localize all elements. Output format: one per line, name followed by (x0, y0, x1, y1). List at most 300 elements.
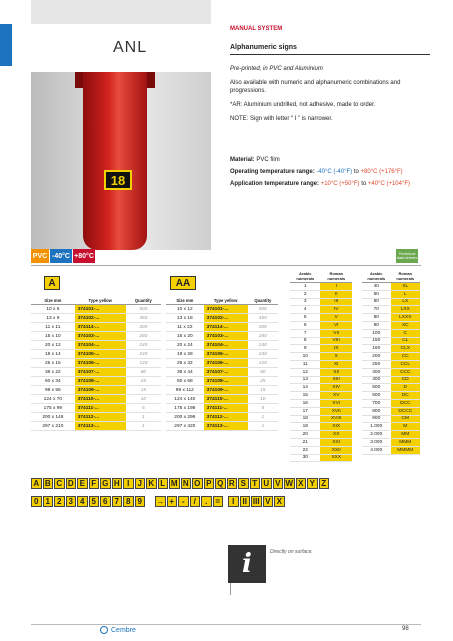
col-qty: Quantity (126, 297, 161, 305)
table-row (31, 404, 161, 413)
letter-a-sample: A (44, 276, 60, 290)
table-row (290, 384, 352, 392)
table-row (290, 345, 352, 353)
table-row (290, 392, 352, 400)
cell-type: 374112-... (204, 413, 248, 422)
digit-sign: 7 (112, 496, 123, 507)
cell-type: 374103-... (75, 332, 126, 341)
cell-roman: CM (391, 415, 420, 423)
table-row (166, 350, 278, 359)
app-temp-low: +10°C (+50°F) (320, 181, 360, 187)
cell-type: 374107-... (75, 368, 126, 377)
symbol-sign: + (167, 496, 178, 507)
cell-arabic: 16 (290, 399, 320, 407)
cell-roman: VIII (320, 337, 352, 345)
cell-size: 124 x 140 (166, 395, 204, 404)
application-note: Directly on surface. (270, 549, 313, 555)
roman-table-1 (290, 270, 352, 462)
cell-type: 374104-... (204, 341, 248, 350)
table-row (362, 314, 420, 322)
cell-arabic: 14 (290, 384, 320, 392)
table-row (166, 341, 278, 350)
cell-size: 20 x 24 (166, 341, 204, 350)
cell-roman: XIV (320, 384, 352, 392)
cell-roman: XXI (320, 438, 352, 446)
cell-type: 374104-... (75, 341, 126, 350)
cell-arabic: 80 (362, 314, 391, 322)
cell-arabic: 3 (290, 298, 320, 306)
cell-qty: 80 (248, 368, 278, 377)
cell-roman: CCC (391, 368, 420, 376)
cell-qty: 10 (126, 395, 161, 404)
cell-roman: MM (391, 431, 420, 439)
table-row (166, 323, 278, 332)
cell-roman: XL (391, 283, 420, 291)
table-row (362, 337, 420, 345)
cell-qty: 240 (248, 341, 278, 350)
symbol-sign: = (213, 496, 224, 507)
letter-aa-sample (170, 276, 196, 290)
cell-arabic: 20 (290, 431, 320, 439)
cell-roman: LX (391, 298, 420, 306)
cell-type: 374111-... (75, 404, 126, 413)
symbol-sign: . (201, 496, 212, 507)
ar-note: *AR: Aluminium undrilled, not adhesive, made to order. (230, 102, 376, 108)
table-row (31, 395, 161, 404)
footer-logo (100, 626, 136, 634)
symbol-signs (155, 496, 223, 507)
table-row (166, 404, 278, 413)
cell-size: 10 x 6 (31, 305, 75, 314)
divider (31, 265, 421, 266)
cell-arabic: 500 (362, 384, 391, 392)
op-temp-to: to (353, 169, 359, 175)
cell-type: 374105-... (75, 350, 126, 359)
cell-arabic: 3.000 (362, 438, 391, 446)
table-row (166, 377, 278, 386)
technical-sheet-icon[interactable]: Technical data sheets (396, 249, 418, 263)
letter-sign: P (204, 478, 215, 489)
product-subtitle: Pre-printed, in PVC and Aluminium (230, 66, 323, 72)
op-temp-label: Operating temperature range: (230, 169, 315, 175)
digit-sign: 5 (89, 496, 100, 507)
col-type: Type yellow (204, 297, 248, 305)
cell-type: 374109-... (204, 386, 248, 395)
cell-arabic: 4.000 (362, 446, 391, 454)
col-size: Size mm (166, 297, 204, 305)
cell-qty: 500 (126, 305, 161, 314)
material-label: Material: (230, 157, 255, 163)
cell-arabic: 60 (362, 298, 391, 306)
letter-sign: W (285, 479, 294, 488)
op-temp-high: +80°C (+176°F) (360, 169, 403, 175)
cell-roman: DC (391, 392, 420, 400)
cell-roman: XIX (320, 423, 352, 431)
cell-type: 374101-... (75, 305, 126, 314)
letter-sign: L (158, 478, 169, 489)
letter-aa-box: AA (170, 276, 196, 290)
cell-type: 374112-... (75, 413, 126, 422)
cell-arabic: 5 (290, 314, 320, 322)
cell-qty: 1 (248, 413, 278, 422)
product-description (230, 44, 430, 129)
cell-roman: C (391, 329, 420, 337)
cell-qty: 120 (248, 359, 278, 368)
table-row (362, 306, 420, 314)
cell-roman: D (391, 384, 420, 392)
table-row (290, 314, 352, 322)
cell-arabic: 70 (362, 306, 391, 314)
cell-roman: XII (320, 368, 352, 376)
cell-size: 175 x 198 (166, 404, 204, 413)
cell-type: 374110-... (204, 395, 248, 404)
table-row (31, 368, 161, 377)
app-temp-high: +40°C (+104°F) (367, 181, 411, 187)
pvc-badge: PVC (31, 249, 49, 263)
cell-arabic: 2.000 (362, 431, 391, 439)
roman-sign: X (274, 496, 285, 507)
cell-arabic: 17 (290, 407, 320, 415)
table-row (166, 314, 278, 323)
cell-qty: 25 (126, 377, 161, 386)
cell-arabic: 7 (290, 329, 320, 337)
cell-roman: M (391, 423, 420, 431)
cell-roman: XX (320, 431, 352, 439)
roman-sign: V (263, 496, 274, 507)
table-row (362, 376, 420, 384)
col-roman: Roman numerals (391, 270, 420, 283)
fire-extinguisher (83, 72, 147, 250)
cell-type: 374105-... (204, 350, 248, 359)
cell-arabic: 1 (290, 283, 320, 291)
letter-sign: Z (319, 478, 330, 489)
table-row (166, 422, 278, 431)
product-photo (31, 72, 211, 250)
cell-size: 20 x 12 (31, 341, 75, 350)
cell-arabic: 900 (362, 415, 391, 423)
table-row (31, 377, 161, 386)
letter-sign: S (238, 478, 249, 489)
cell-size: 19 x 28 (166, 350, 204, 359)
col-roman: Roman numerals (320, 270, 352, 283)
cell-type: 374107-... (204, 368, 248, 377)
digit-sign: 6 (100, 496, 111, 507)
cell-roman: XXX (320, 454, 352, 462)
info-icon: i (228, 545, 266, 583)
cell-roman: XIII (320, 376, 352, 384)
table-row (290, 431, 352, 439)
letter-sign: A (31, 478, 42, 489)
material-badges (31, 249, 95, 263)
footer-rule (31, 624, 421, 625)
table-row (362, 360, 420, 368)
cell-roman: XV (320, 392, 352, 400)
table-row (290, 368, 352, 376)
letter-sign: H (112, 478, 123, 489)
table-row (290, 283, 352, 291)
cell-qty: 120 (126, 359, 161, 368)
cell-roman: VII (320, 329, 352, 337)
table-row (31, 332, 161, 341)
cell-size: 11 x 22 (166, 323, 204, 332)
cell-roman: X (320, 353, 352, 361)
cell-type: 374113-... (75, 422, 126, 431)
cell-arabic: 700 (362, 399, 391, 407)
cell-size: 99 x 112 (166, 386, 204, 395)
table-row (362, 392, 420, 400)
cell-qty: 10 (248, 395, 278, 404)
cell-arabic: 10 (290, 353, 320, 361)
table-row (166, 368, 278, 377)
table-row (290, 353, 352, 361)
table-row (31, 305, 161, 314)
cell-size: 200 x 296 (166, 413, 204, 422)
table-row (166, 395, 278, 404)
cell-size: 297 x 420 (166, 422, 204, 431)
header-band (31, 0, 211, 24)
brand-mark-icon (100, 626, 108, 634)
cell-arabic: 18 (290, 415, 320, 423)
cell-type: 374108-... (204, 377, 248, 386)
cell-roman: CD (391, 376, 420, 384)
cell-size: 15 x 20 (166, 332, 204, 341)
cell-qty: 240 (126, 350, 161, 359)
roman-table-2 (362, 270, 420, 455)
table-row (290, 337, 352, 345)
cell-arabic: 6 (290, 321, 320, 329)
table-row (290, 290, 352, 298)
cell-arabic: 12 (290, 368, 320, 376)
cell-qty: 500 (248, 305, 278, 314)
letter-sign: G (100, 478, 111, 489)
letter-sign: V (273, 478, 284, 489)
letter-sign: K (146, 478, 157, 489)
letter-note: NOTE: Sign with letter “ I ” is narrower. (230, 116, 333, 122)
cell-type: 374114-... (204, 323, 248, 332)
table-row (362, 368, 420, 376)
cell-size: 124 x 70 (31, 395, 75, 404)
cell-qty: 240 (126, 341, 161, 350)
table-row (362, 283, 420, 291)
table-row (290, 321, 352, 329)
high-temp-badge: +80°C (73, 249, 95, 263)
table-row (290, 298, 352, 306)
chapter-tab (0, 24, 12, 66)
cell-arabic: 400 (362, 376, 391, 384)
cell-qty: 1 (126, 422, 161, 431)
product-heading: Alphanumeric signs (230, 44, 430, 55)
table-row (31, 413, 161, 422)
cell-qty: 450 (248, 314, 278, 323)
letter-sign: D (66, 478, 77, 489)
table-row (362, 329, 420, 337)
col-qty: Quantity (248, 297, 278, 305)
cell-qty: 5 (126, 404, 161, 413)
product-desc: Also available with numeric and alphanumeric combinations and progressions. (230, 80, 401, 94)
letter-sign: O (192, 478, 203, 489)
table-row (362, 423, 420, 431)
brand-name: Cembre (111, 626, 136, 634)
cell-size: 200 x 148 (31, 413, 75, 422)
cell-roman: II (320, 290, 352, 298)
cell-qty: 300 (126, 323, 161, 332)
digit-sign: 9 (135, 496, 146, 507)
symbol-sign: - (178, 496, 189, 507)
cell-arabic: 800 (362, 407, 391, 415)
cell-qty: 240 (248, 350, 278, 359)
table-a (31, 297, 161, 431)
col-arabic: Arabic numerals (290, 270, 320, 283)
cell-arabic: 1.000 (362, 423, 391, 431)
table-row (31, 422, 161, 431)
material-value: PVC film (256, 157, 280, 163)
letter-sign: B (43, 478, 54, 489)
cell-roman: LXXX (391, 314, 420, 322)
roman-sign: I (228, 496, 239, 507)
cell-type: 374106-... (75, 359, 126, 368)
op-temp-low: -40°C (-40°F) (316, 169, 353, 175)
table-row (166, 305, 278, 314)
cell-type: 374113-... (204, 422, 248, 431)
cell-qty: 450 (126, 314, 161, 323)
table-row (166, 386, 278, 395)
letter-sign: Q (215, 478, 226, 489)
cell-arabic: 160 (362, 345, 391, 353)
roman-signs (228, 496, 285, 507)
cell-arabic: 40 (362, 283, 391, 291)
table-row (290, 376, 352, 384)
table-row (166, 413, 278, 422)
cell-size: 13 x 9 (31, 314, 75, 323)
cell-type: 374114-... (75, 323, 126, 332)
cell-roman: CCL (391, 360, 420, 368)
cell-size: 15 x 10 (31, 332, 75, 341)
table-row (362, 415, 420, 423)
cell-arabic: 50 (362, 290, 391, 298)
cell-type: 374101-... (204, 305, 248, 314)
cell-roman: IX (320, 345, 352, 353)
table-row (290, 360, 352, 368)
cell-arabic: 15 (290, 392, 320, 400)
cell-roman: DCC (391, 399, 420, 407)
cell-roman: XI (320, 360, 352, 368)
table-row (362, 290, 420, 298)
letter-sign: Y (307, 478, 318, 489)
cell-qty: 15 (248, 386, 278, 395)
cell-roman: XVII (320, 407, 352, 415)
letter-sign: I (123, 478, 134, 489)
table-row (31, 359, 161, 368)
cell-roman: L (391, 290, 420, 298)
cell-qty: 25 (248, 377, 278, 386)
roman-sign: II (240, 496, 251, 507)
table-row (362, 353, 420, 361)
letter-sign: U (261, 478, 272, 489)
cell-qty: 80 (126, 368, 161, 377)
digit-sign: 3 (66, 496, 77, 507)
cell-type: 374102-... (75, 314, 126, 323)
cell-roman: I (320, 283, 352, 291)
table-row (362, 438, 420, 446)
cell-qty: 280 (248, 332, 278, 341)
cell-roman: IV (320, 306, 352, 314)
table-row (290, 454, 352, 462)
alphabet-signs (31, 478, 329, 489)
symbol-sign: → (156, 497, 165, 506)
cell-arabic: 21 (290, 438, 320, 446)
low-temp-badge: -40°C (50, 249, 72, 263)
cell-arabic: 100 (362, 329, 391, 337)
table-row (290, 438, 352, 446)
cell-size: 297 x 210 (31, 422, 75, 431)
cell-qty: 5 (248, 404, 278, 413)
cell-size: 99 x 56 (31, 386, 75, 395)
cell-arabic: 19 (290, 423, 320, 431)
table-row (290, 306, 352, 314)
letter-sign: J (135, 478, 146, 489)
digit-signs (31, 496, 145, 507)
table-row (362, 345, 420, 353)
cell-arabic: 150 (362, 337, 391, 345)
table-row (31, 350, 161, 359)
cell-roman: LXX (391, 306, 420, 314)
cell-size: 13 x 18 (166, 314, 204, 323)
table-row (290, 329, 352, 337)
cell-size: 19 x 14 (31, 350, 75, 359)
table-row (362, 446, 420, 454)
cell-arabic: 250 (362, 360, 391, 368)
cell-roman: MMMM (391, 446, 420, 454)
cell-roman: DCCC (391, 407, 420, 415)
cell-arabic: 4 (290, 306, 320, 314)
table-row (290, 407, 352, 415)
cell-type: 374110-... (75, 395, 126, 404)
table-row (362, 431, 420, 439)
cell-size: 10 x 12 (166, 305, 204, 314)
letter-sign: X (296, 478, 307, 489)
letter-sign: E (77, 478, 88, 489)
cell-roman: XXII (320, 446, 352, 454)
cell-arabic: 2 (290, 290, 320, 298)
table-row (290, 423, 352, 431)
cell-roman: III (320, 298, 352, 306)
cell-roman: V (320, 314, 352, 322)
cell-arabic: 13 (290, 376, 320, 384)
digit-sign: 8 (123, 496, 134, 507)
table-row (290, 446, 352, 454)
letter-sign: R (227, 478, 238, 489)
letter-sign: T (250, 478, 261, 489)
table-row (166, 359, 278, 368)
table-row (31, 323, 161, 332)
table-aa (166, 297, 278, 431)
cell-arabic: 11 (290, 360, 320, 368)
sample-sign: 18 (104, 170, 132, 190)
cell-size: 60 x 68 (166, 377, 204, 386)
col-type: Type yellow (75, 297, 126, 305)
cell-type: 374108-... (75, 377, 126, 386)
digit-sign: 2 (54, 496, 65, 507)
cell-qty: 280 (126, 332, 161, 341)
table-row (31, 386, 161, 395)
cell-arabic: 90 (362, 321, 391, 329)
specifications (230, 156, 440, 188)
cell-type: 374103-... (204, 332, 248, 341)
cell-type: 374102-... (204, 314, 248, 323)
cell-size: 175 x 99 (31, 404, 75, 413)
digit-sign: 4 (77, 496, 88, 507)
table-row (362, 399, 420, 407)
